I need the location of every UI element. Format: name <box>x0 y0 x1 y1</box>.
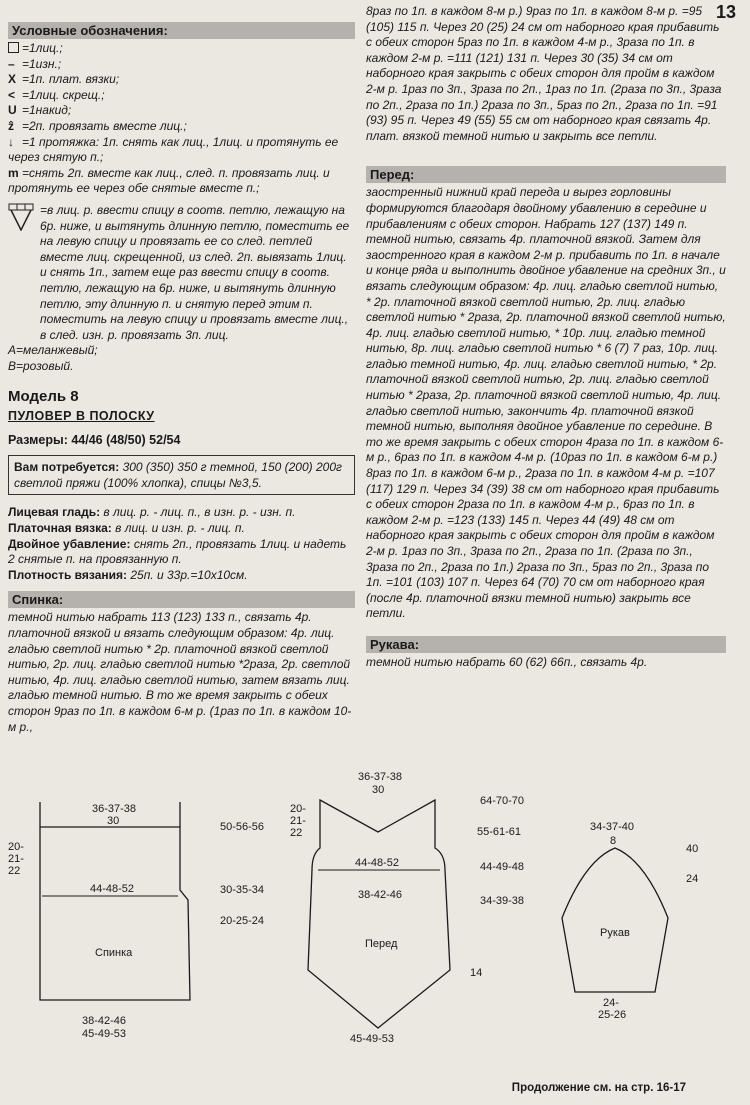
svg-text:40: 40 <box>686 843 699 855</box>
svg-text:55-61-61: 55-61-61 <box>477 826 522 838</box>
model-number: Модель 8 <box>8 388 79 406</box>
svg-text:20-25-24: 20-25-24 <box>220 915 265 927</box>
sizes-line: Размеры: 44/46 (48/50) 52/54 <box>8 433 181 448</box>
elongated-stitch-icon <box>8 203 34 231</box>
back-header: Спинка: <box>8 591 355 608</box>
back-name: Спинка <box>95 947 133 959</box>
front-header: Перед: <box>366 166 726 183</box>
svg-text:38-42-46: 38-42-46 <box>358 889 403 901</box>
svg-text:45-49-53: 45-49-53 <box>82 1028 127 1040</box>
legend-item: ↓ =1 протяжка: 1п. снять как лиц., 1лиц. и протянуть ее через снятую п.; <box>8 134 339 165</box>
sleeve-header: Рукава: <box>366 636 726 653</box>
svg-text:64-70-70: 64-70-70 <box>480 795 525 807</box>
back-section <box>8 591 355 735</box>
model-title: ПУЛОВЕР В ПОЛОСКУ <box>8 409 155 424</box>
definition-row: Платочная вязка: в лиц. и изн. р. - лиц. п. <box>8 521 245 536</box>
back-neck: 30 <box>107 815 120 827</box>
svg-text:24-: 24- <box>603 997 619 1009</box>
legend-item: m =снять 2п. вместе как лиц., след. п. провязать лиц. и протянуть ее через обе снятые вместе п.; <box>8 165 330 196</box>
back-text-continued: 8раз по 1п. в каждом 8-м р.) 9раз по 1п. в каждом 8-м р. =95 (105) 115 п. Через 20 (25) 24 см от наборного края прибавить с обеих сторон 5раз по 1п. в каждом 4-м р., 3раза по 1п. в каждом 2-м р. =111 (121) 131 п. Через 30 (35) 34 см от наборного края закрыть с обеих сторон для пройм в каждом 2-м р. 1раз по 3п., 3раза по 2п., 1раз по 1п. (2раза по 3п., 3раза по 2п., 2раза по 1п.) 2раза по 3п., 5раз по 2п., 2раза по 1п. =91 (93) 95 п. Через 49 (55) 55 см от наборного края связать 4р. плат. вязкой темной нитью и закрыть все петли. <box>366 4 722 143</box>
svg-text:30-35-34: 30-35-34 <box>220 884 265 896</box>
back-labels <box>8 803 264 1040</box>
definition-row: Лицевая гладь: в лиц. р. - лиц. п., в изн. р. - изн. п. <box>8 505 296 520</box>
svg-text:44-49-48: 44-49-48 <box>480 861 525 873</box>
materials-box: Вам потребуется: 300 (350) 350 г темной, 150 (200) 200г светлой пряжи (100% хлопка), спицы №3,5. <box>8 455 355 495</box>
legend-item: X =1п. плат. вязки; <box>8 72 120 87</box>
back-top-width: 36-37-38 <box>92 803 137 815</box>
legend-header: Условные обозначения: <box>8 22 355 39</box>
front-section <box>366 166 726 622</box>
yarn-over-icon: U <box>8 103 17 118</box>
front-schematic <box>308 800 450 1028</box>
left-column <box>8 22 355 735</box>
legend-item: =1лиц.; <box>8 41 355 57</box>
svg-text:50-56-56: 50-56-56 <box>220 821 265 833</box>
svg-text:30: 30 <box>372 784 385 796</box>
svg-text:34-39-38: 34-39-38 <box>480 895 525 907</box>
k2tog-icon: ẑ <box>8 118 14 133</box>
svg-text:8: 8 <box>610 835 617 847</box>
sleeve-name: Рукав <box>600 927 630 939</box>
svg-text:44-48-52: 44-48-52 <box>355 857 400 869</box>
page-number: 13 <box>715 2 736 22</box>
purl-stitch-icon: – <box>8 56 15 71</box>
svg-text:25-26: 25-26 <box>598 1009 627 1021</box>
front-text: заостренный нижний край переда и вырез горловины формируются благодаря двойному убавлению в середине и прибавлениям с обеих сторон. Набрать 127 (137) 149 п. темной нитью, связать 4р. платочной вязкой. Затем для заостренного края в каждом 2-м р. прибавить по 1п. в начале и конце ряда и выполнить двойное убавление на средних 3п., и вязать следующим образом: 4р. лиц. гладью светлой нитью, * 2р. платочной вязкой светлой нитью, 2р. лиц. гладью светлой нитью * 2раза, 2р. платочной вязкой светлой нитью, 4р. лиц. гладью светлой нитью, * 10р. лиц. гладью темной нитью, 8р. лиц. гладью светлой нитью * 6 (7) 7 раз, 10р. лиц. гладью темной нитью, 4р. лиц. гладью светлой нитью, * 2р. платочной вязкой светлой нитью, 2р. лиц. гладью светлой нитью * 2раза, 2р. платочной вязкой светлой нитью, 4р. лиц. гладью светлой нитью, закончить 4р. платочной вязкой темной нитью, выполняя двойное убавление по середине. В то же время закрыть с обеих сторон 4раза по 1п. в каждом 6-м р., 6раз по 1п. в каждом 4-м р. (10раз по 1п. в каждом 6-м р.) 8раз по 1п. в каждом 6-м р., 2раза по 1п. в каждом 4-м р. =107 (117) 129 п. Через 34 (39) 38 см от наборного края прибавить с обеих сторон 2раза по 1п. в каждом 4-м р., 6раз по 1п. в каждом 2-м р. =123 (133) 145 п. Через 44 (49) 48 см от наборного края закрыть с обеих сторон для пройм в каждом 2-м р. 1раз по 3п., 3раза по 2п., 2раза по 1п. (2раза по 3п., 3раза по 2п., 2раза по 1п.) 2раза по 3п., 5раз по 2п., 3раза по 1п. =101 (103) 107 п. Через 64 (70) 70 см от наборного края (после 4р. платочной вязки темной нитью) закрыть все петли. <box>366 185 726 621</box>
svg-text:14: 14 <box>470 967 483 979</box>
svg-text:20-: 20- <box>290 803 306 815</box>
legend-color-b: B=розовый. <box>8 358 74 373</box>
ssk-icon: ↓ <box>8 134 14 149</box>
cast-stitch-text: =в лиц. р. ввести спицу в соотв. петлю, лежащую на 6р. ниже, и вытянуть длинную петлю, поместить ее на левую спицу и провязать ее со след. петлей вместе лиц. скрещенной, из след. 2п. вывязать 1лиц. и снять 1п., затем еще раз ввести спицу в соотв. петлю, лежащую на 6р. ниже, и вытянуть длинную петлю, эту длинную п. и снятую перед этим п. поместить на левую спицу и провязать вместе лиц., в след. изн. р. провязать 3п. лиц. <box>40 202 350 342</box>
continuation-note: Продолжение см. на стр. 16-17 <box>511 1082 686 1094</box>
front-name: Перед <box>365 938 398 950</box>
svg-text:45-49-53: 45-49-53 <box>350 1033 395 1045</box>
materials-text: 300 (350) 350 г темной, 150 (200) 200г светлой пряжи (100% хлопка), спицы №3,5. <box>14 460 342 491</box>
legend-color-a: A=меланжевый; <box>8 343 98 358</box>
svg-text:24: 24 <box>686 873 699 885</box>
legend-list <box>8 41 355 197</box>
double-decrease-icon: m <box>8 165 19 180</box>
twisted-knit-icon: < <box>8 87 16 102</box>
svg-text:21-: 21- <box>290 815 306 827</box>
sleeve-section <box>366 636 726 671</box>
svg-text:20-: 20- <box>8 841 24 853</box>
sleeve-text: темной нитью набрать 60 (62) 66п., связать 4р. <box>366 654 648 669</box>
garter-stitch-icon: X <box>8 72 17 87</box>
svg-text:22: 22 <box>8 865 21 877</box>
svg-text:38-42-46: 38-42-46 <box>82 1015 127 1027</box>
legend-item: – =1изн.; <box>8 56 62 71</box>
back-text: темной нитью набрать 113 (123) 133 п., связать 4р. платочной вязкой и вязать следующим образом: 4р. лиц. гладью светлой нитью * 2р. платочной вязкой светлой нитью, 2р. лиц. гладью светлой нитью *2раза, 2р. светлой нитью, 4р. лиц. гладью светлой нитью, затем вязать лиц. гладью темной нитью. В то же время закрыть с обеих сторон 9раз по 1п. в каждом 6-м р. (1раз по 1п. в каждом 10-м р., <box>8 610 352 734</box>
right-column <box>366 4 726 671</box>
legend-item: < =1лиц. скрещ.; <box>8 87 105 102</box>
sleeve-schematic <box>562 848 668 992</box>
definition-row: Двойное убавление: снять 2п., провязать 1лиц. и надеть 2 снятые п. на провязанную п. <box>8 536 347 567</box>
svg-text:36-37-38: 36-37-38 <box>358 771 403 783</box>
svg-text:34-37-40: 34-37-40 <box>590 821 635 833</box>
definition-row: Плотность вязания: 25п. и 33р.=10х10см. <box>8 567 248 582</box>
legend-item: U =1накид; <box>8 103 72 118</box>
legend-item: ẑ =2п. провязать вместе лиц.; <box>8 118 187 133</box>
knit-stitch-icon <box>8 42 19 53</box>
sizes-value: 44/46 (48/50) 52/54 <box>71 433 181 448</box>
pattern-schematics <box>0 760 750 1090</box>
sleeve-labels <box>590 821 698 1021</box>
definitions <box>8 505 355 583</box>
back-schematic <box>40 802 190 1000</box>
back-chest: 44-48-52 <box>90 883 135 895</box>
cast-stitch-legend <box>8 203 355 343</box>
svg-text:21-: 21- <box>8 853 24 865</box>
svg-text:22: 22 <box>290 827 303 839</box>
